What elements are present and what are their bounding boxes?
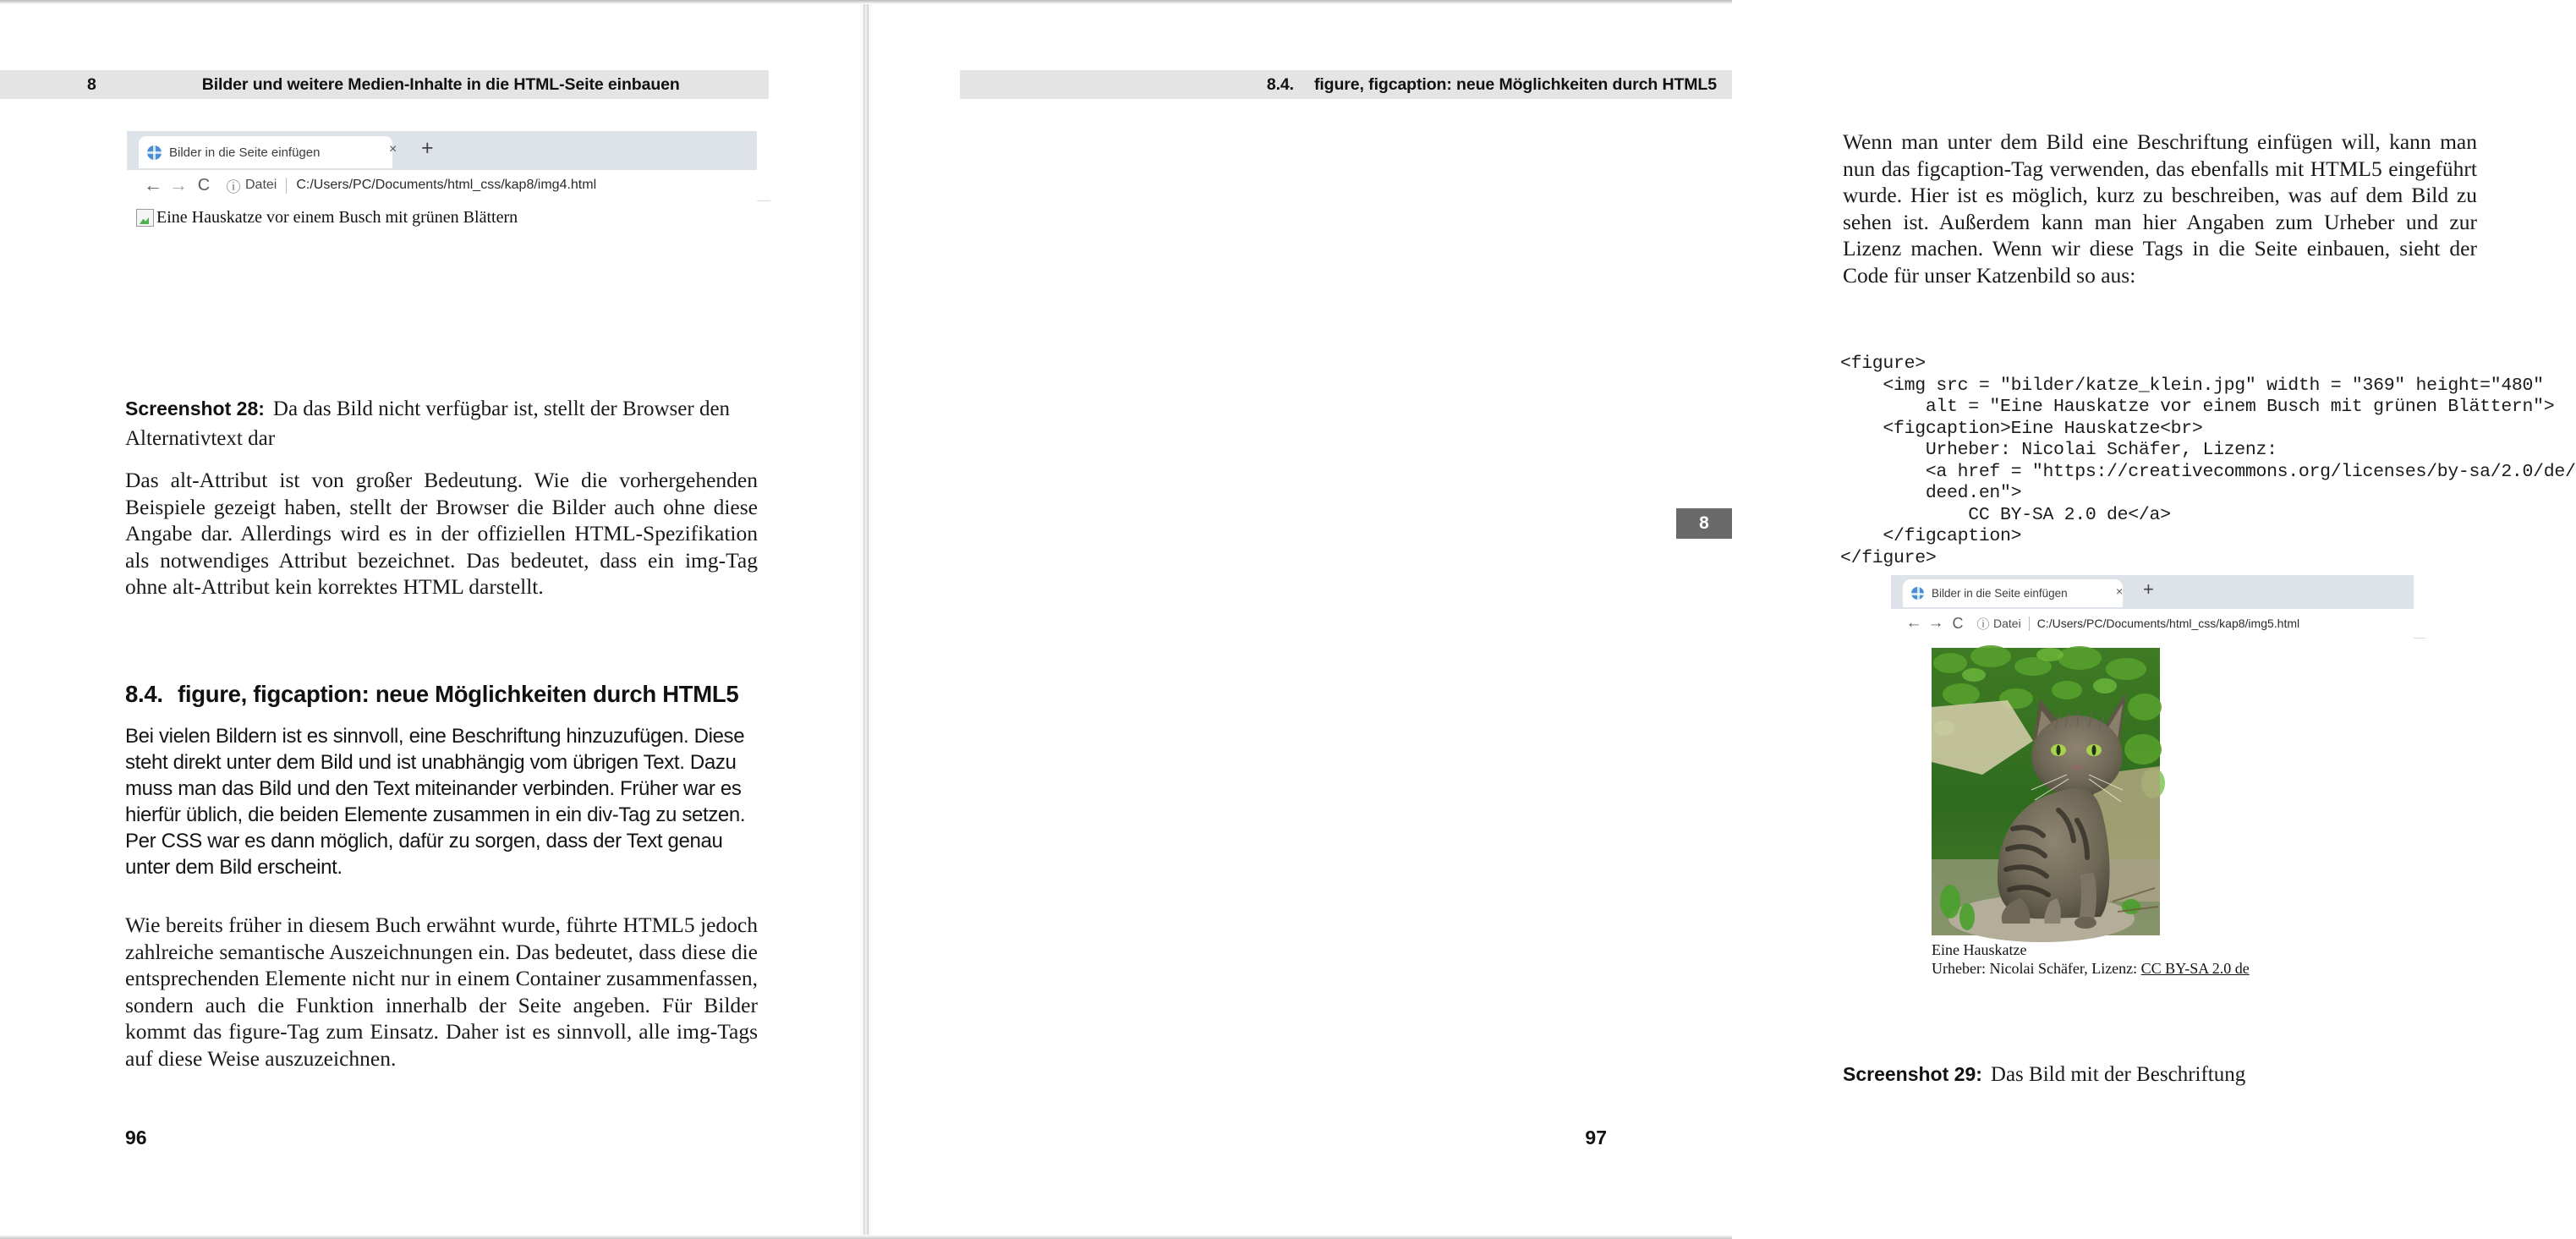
- address-separator: [286, 178, 287, 194]
- right-page-number: 97: [1585, 1127, 1607, 1149]
- section-number: 8.4.: [125, 681, 163, 707]
- page-bottom-edge: [0, 1235, 1732, 1239]
- browser-tab-strip: [127, 131, 757, 170]
- browser-tab-title: Bilder in die Seite einfügen: [169, 145, 321, 160]
- back-icon[interactable]: ←: [1905, 614, 1922, 632]
- right-header-section-title: figure, figcaption: neue Möglichkeiten durch HTML5: [1313, 74, 1717, 94]
- broken-image-alt-line: [136, 208, 518, 228]
- browser-nav-bar: [127, 170, 770, 201]
- broken-image-icon: [136, 209, 154, 227]
- page-top-edge: [0, 0, 1732, 4]
- left-header-chapter-number: 8: [87, 74, 96, 94]
- browser-tab-2[interactable]: [1903, 579, 2123, 607]
- left-paragraph-3-wrap: [125, 912, 758, 1072]
- close-tab-icon[interactable]: ×: [389, 142, 397, 156]
- figure-caption-text: Da das Bild nicht verfügbar ist, stellt der Browser den Alternativtext dar: [125, 397, 731, 450]
- close-tab-icon[interactable]: ×: [2116, 584, 2124, 598]
- cc-license-link[interactable]: CC BY-SA 2.0 de: [2140, 960, 2250, 977]
- left-paragraph-2: Bei vielen Bildern ist es sinnvoll, eine Beschriftung hinzuzufügen. Diese steht direkt unter dem Bild und ist unabhängig vom übrigen Text. Dazu muss man das Bild und den Text miteinander verbinden. Früher war es hierfür üblich, die beiden Elemente zusammen in ein div-Tag zu setzen. Per CSS war es dann möglich, dafür zu sorgen, dass der Text genau unter dem Bild erscheint.: [125, 725, 746, 879]
- reload-icon[interactable]: C: [1952, 614, 1964, 632]
- left-page: [0, 0, 866, 1239]
- figcaption-credit: Urheber: Nicolai Schäfer, Lizenz:: [1932, 960, 2141, 977]
- browser-screenshot-img5: [1891, 575, 2414, 1083]
- forward-icon[interactable]: →: [1927, 614, 1944, 632]
- figure-caption-label: Screenshot 28:: [125, 397, 265, 419]
- browser-file-label-2: Datei: [1993, 617, 2021, 630]
- right-paragraph-1: Wenn man unter dem Bild eine Beschriftung einfügen will, kann man nun das figcaption-Tag verwenden, das ebenfalls mit HTML5 eingeführt wurde. Hier ist es möglich, kurz zu beschreiben, was auf dem Bild zu sehen ist. Außerdem kann man hier Angaben zum Urheber und zur Lizenz machen. Wenn wir diese Tags in die Seite einbauen, sieht der Code für unser Katzenbild so aus:: [1843, 129, 2477, 288]
- left-running-header: [0, 70, 769, 99]
- globe-icon: [147, 145, 162, 160]
- new-tab-icon[interactable]: +: [2143, 578, 2154, 600]
- right-header-section-number: 8.4.: [1266, 74, 1294, 94]
- chapter-thumb-tab: [1676, 508, 1732, 539]
- figure-caption-label-2: Screenshot 29:: [1843, 1063, 1982, 1085]
- browser-viewport-2: [1891, 638, 2414, 1083]
- browser-tab-title-2: Bilder in die Seite einfügen: [1932, 587, 2068, 600]
- address-bar-url[interactable]: C:/Users/PC/Documents/html_css/kap8/img4.html: [296, 178, 597, 192]
- site-info-icon[interactable]: ⓘ: [1976, 617, 1990, 632]
- left-page-number: 96: [125, 1127, 147, 1149]
- globe-icon: [1911, 587, 1924, 600]
- left-paragraph-2-wrap: [125, 723, 758, 880]
- left-figure-caption: [125, 396, 758, 454]
- right-page: [866, 0, 2576, 1239]
- left-paragraph-1-wrap: [125, 467, 758, 600]
- cat-photo-figure: [1932, 648, 2160, 935]
- cat-photo: [1932, 648, 2160, 935]
- figcaption-line-1: Eine Hauskatze: [1932, 941, 2027, 958]
- section-heading-8-4: [125, 681, 758, 708]
- right-running-header: [960, 70, 1732, 99]
- browser-file-label: Datei: [245, 178, 277, 192]
- figcaption-line-2: [1932, 959, 2250, 978]
- browser-tab-strip-2: [1891, 575, 2414, 609]
- back-icon[interactable]: ←: [144, 174, 162, 195]
- right-figure-caption: [1843, 1061, 2477, 1091]
- left-paragraph-3: Wie bereits früher in diesem Buch erwähnt wurde, führte HTML5 jedoch zahlreiche semantische Auszeichnungen ein. Das bedeutet, dass diese die entsprechenden Elemente nicht nur in einem Container zusammenfassen, sondern auch die Funktion innerhalb der Seite angeben. Für Bilder kommt das figure-Tag zum Einsatz. Daher ist es sinnvoll, alle img-Tags auf diese Weise auszuzeichnen.: [125, 913, 758, 1071]
- book-spine: [863, 0, 869, 1239]
- html-code-listing: <figure> <img src = "bilder/katze_klein.jpg" width = "369" height="480" alt = "Eine Hauskatze vor einem Busch mit grünen Blättern"> <figcaption>Eine Hauskatze<br> Urheber: Nicolai Schäfer, Lizenz: <a href = "https://creativecommons.org/licenses/by-sa/2.0/de/ deed.en"> CC BY-SA 2.0 de</a> </figcaption> </figure>: [1840, 354, 2576, 568]
- section-title: figure, figcaption: neue Möglichkeiten durch HTML5: [178, 681, 739, 707]
- browser-tab[interactable]: [139, 136, 392, 168]
- forward-icon[interactable]: →: [169, 174, 188, 195]
- address-bar-url-2[interactable]: C:/Users/PC/Documents/html_css/kap8/img5.html: [2036, 617, 2300, 630]
- address-separator: [2029, 617, 2030, 631]
- image-alt-text: Eine Hauskatze vor einem Busch mit grünen Blättern: [156, 208, 518, 227]
- new-tab-icon[interactable]: +: [421, 136, 434, 160]
- browser-viewport: [127, 200, 757, 233]
- figure-caption-text-2: Das Bild mit der Beschriftung: [1990, 1063, 2246, 1086]
- left-header-chapter-title: Bilder und weitere Medien-Inhalte in die HTML-Seite einbauen: [201, 74, 680, 94]
- chapter-tab-number: 8: [1699, 513, 1709, 533]
- site-info-icon[interactable]: ⓘ: [226, 178, 241, 195]
- right-paragraph-1-wrap: [1843, 129, 2477, 288]
- reload-icon[interactable]: C: [197, 175, 211, 195]
- browser-screenshot-img4: [127, 131, 757, 233]
- browser-nav-bar-2: [1891, 609, 2425, 639]
- left-paragraph-1: Das alt-Attribut ist von großer Bedeutung. Wie die vorhergehenden Beispiele gezeigt haben, stellt der Browser die Bilder auch ohne diese Angabe dar. Allerdings wird es in der offiziellen HTML-Spezifikation als notwendiges Attribut bezeichnet. Das bedeutet, dass ein img-Tag ohne alt-Attribut kein korrektes HTML darstellt.: [125, 468, 758, 599]
